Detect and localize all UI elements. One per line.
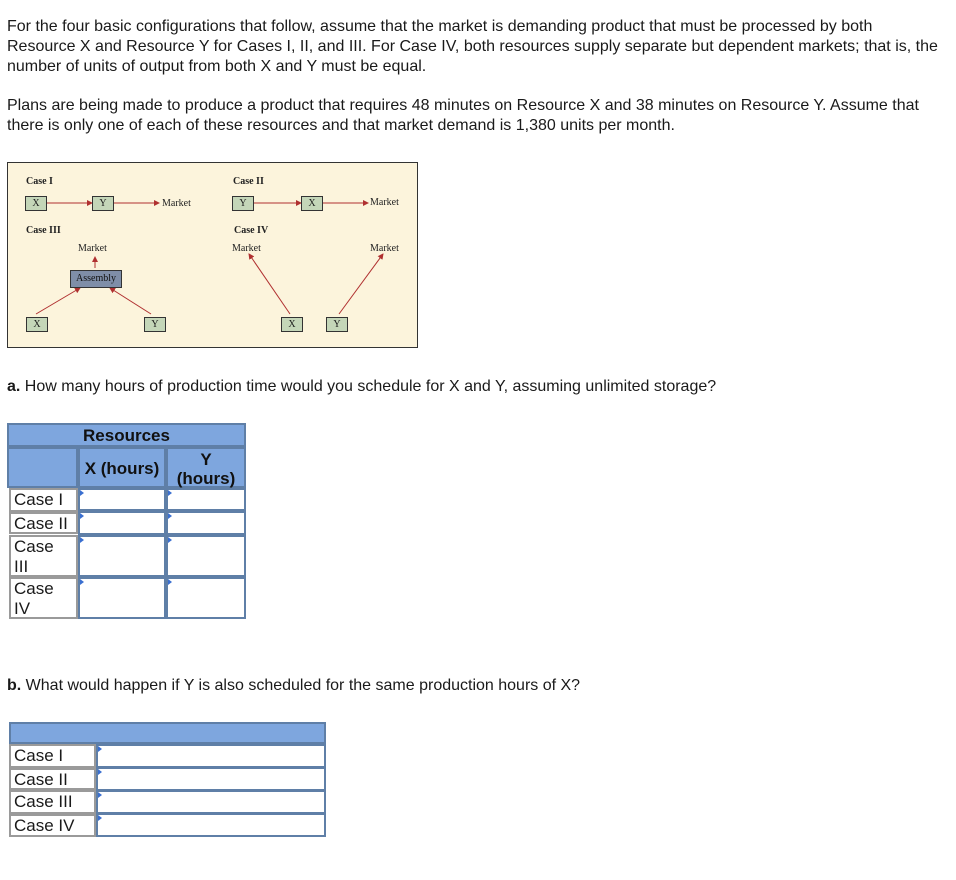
case4-market-y-label: Market [370, 243, 399, 254]
case4-y-box: Y [326, 317, 348, 332]
case1-y-box: Y [92, 196, 114, 211]
case4-market-x-label: Market [232, 243, 261, 254]
case3-answer-input[interactable] [96, 790, 326, 814]
table-b-row-label: Case III [9, 790, 96, 814]
question-a [7, 377, 716, 397]
case3-y-hours-input[interactable] [166, 535, 246, 577]
case4-x-hours-input[interactable] [78, 577, 166, 619]
question-a-text: How many hours of production time would you schedule for X and Y, assuming unlimited storage? [20, 378, 717, 395]
case3-market-label: Market [78, 243, 107, 254]
case1-x-hours-input[interactable] [78, 488, 166, 511]
table-b-row-label: Case I [9, 744, 96, 768]
question-b [7, 676, 580, 696]
y-hours-header-line2: (hours) [176, 469, 236, 488]
table-a-row-label [9, 577, 78, 619]
case2-market-label: Market [370, 197, 399, 208]
table-a-corner [7, 447, 78, 488]
case1-y-hours-input[interactable] [166, 488, 246, 511]
case3-x-hours-input[interactable] [78, 535, 166, 577]
question-a-label: a. [7, 378, 21, 395]
table-a-row-label: Case I [9, 488, 78, 512]
table-a-row-label-line2: III [14, 557, 29, 576]
intro-paragraph: For the four basic configurations that follow, assume that the market is demanding product that must be processed by both Resource X and Resource Y for Cases I, II, and III. For Case IV, both resources supply separate but dependent markets; that is, the number of units of output from both X and Y must be equal. [7, 18, 938, 75]
case4-y-hours-input[interactable] [166, 577, 246, 619]
case3-assembly-box: Assembly [70, 270, 122, 288]
case1-market-label: Market [162, 198, 191, 209]
case4-answer-input[interactable] [96, 813, 326, 837]
table-a-row-label-line2: IV [14, 599, 31, 618]
case2-y-box: Y [232, 196, 254, 211]
case3-y-box: Y [144, 317, 166, 332]
case2-answer-input[interactable] [96, 767, 326, 791]
question-b-text: What would happen if Y is also scheduled for the same production hours of X? [21, 677, 581, 694]
case1-answer-input[interactable] [96, 744, 326, 768]
table-a-row-label-line1: Case [14, 537, 54, 556]
configuration-diagram [7, 162, 418, 348]
case2-label: Case II [233, 176, 264, 187]
table-b-row-label: Case IV [9, 814, 96, 837]
y-hours-header-line1: Y [200, 450, 212, 469]
case2-x-hours-input[interactable] [78, 511, 166, 535]
case3-x-box: X [26, 317, 48, 332]
case1-x-box: X [25, 196, 47, 211]
table-a-row-label: Case II [9, 512, 78, 534]
table-b-header [9, 722, 326, 744]
case1-label: Case I [26, 176, 53, 187]
x-hours-header: X (hours) [84, 459, 160, 478]
question-b-label: b. [7, 677, 22, 694]
case2-y-hours-input[interactable] [166, 511, 246, 535]
case3-label: Case III [26, 225, 61, 236]
table-a-row-label-line1: Case [14, 579, 54, 598]
y-hours-header-cell [166, 447, 246, 488]
diagram-arrows [8, 163, 417, 347]
case2-x-box: X [301, 196, 323, 211]
y-hours-header [168, 450, 244, 488]
resources-header: Resources [83, 426, 170, 445]
case4-x-box: X [281, 317, 303, 332]
x-hours-header-cell [78, 447, 166, 488]
table-b-row-label: Case II [9, 768, 96, 790]
table-a-row-label [9, 535, 78, 577]
case4-label: Case IV [234, 225, 269, 236]
plans-paragraph: Plans are being made to produce a product that requires 48 minutes on Resource X and 38 minutes on Resource Y. Assume that there is only one of each of these resources and that market demand is 1,380 units per month. [7, 97, 919, 134]
